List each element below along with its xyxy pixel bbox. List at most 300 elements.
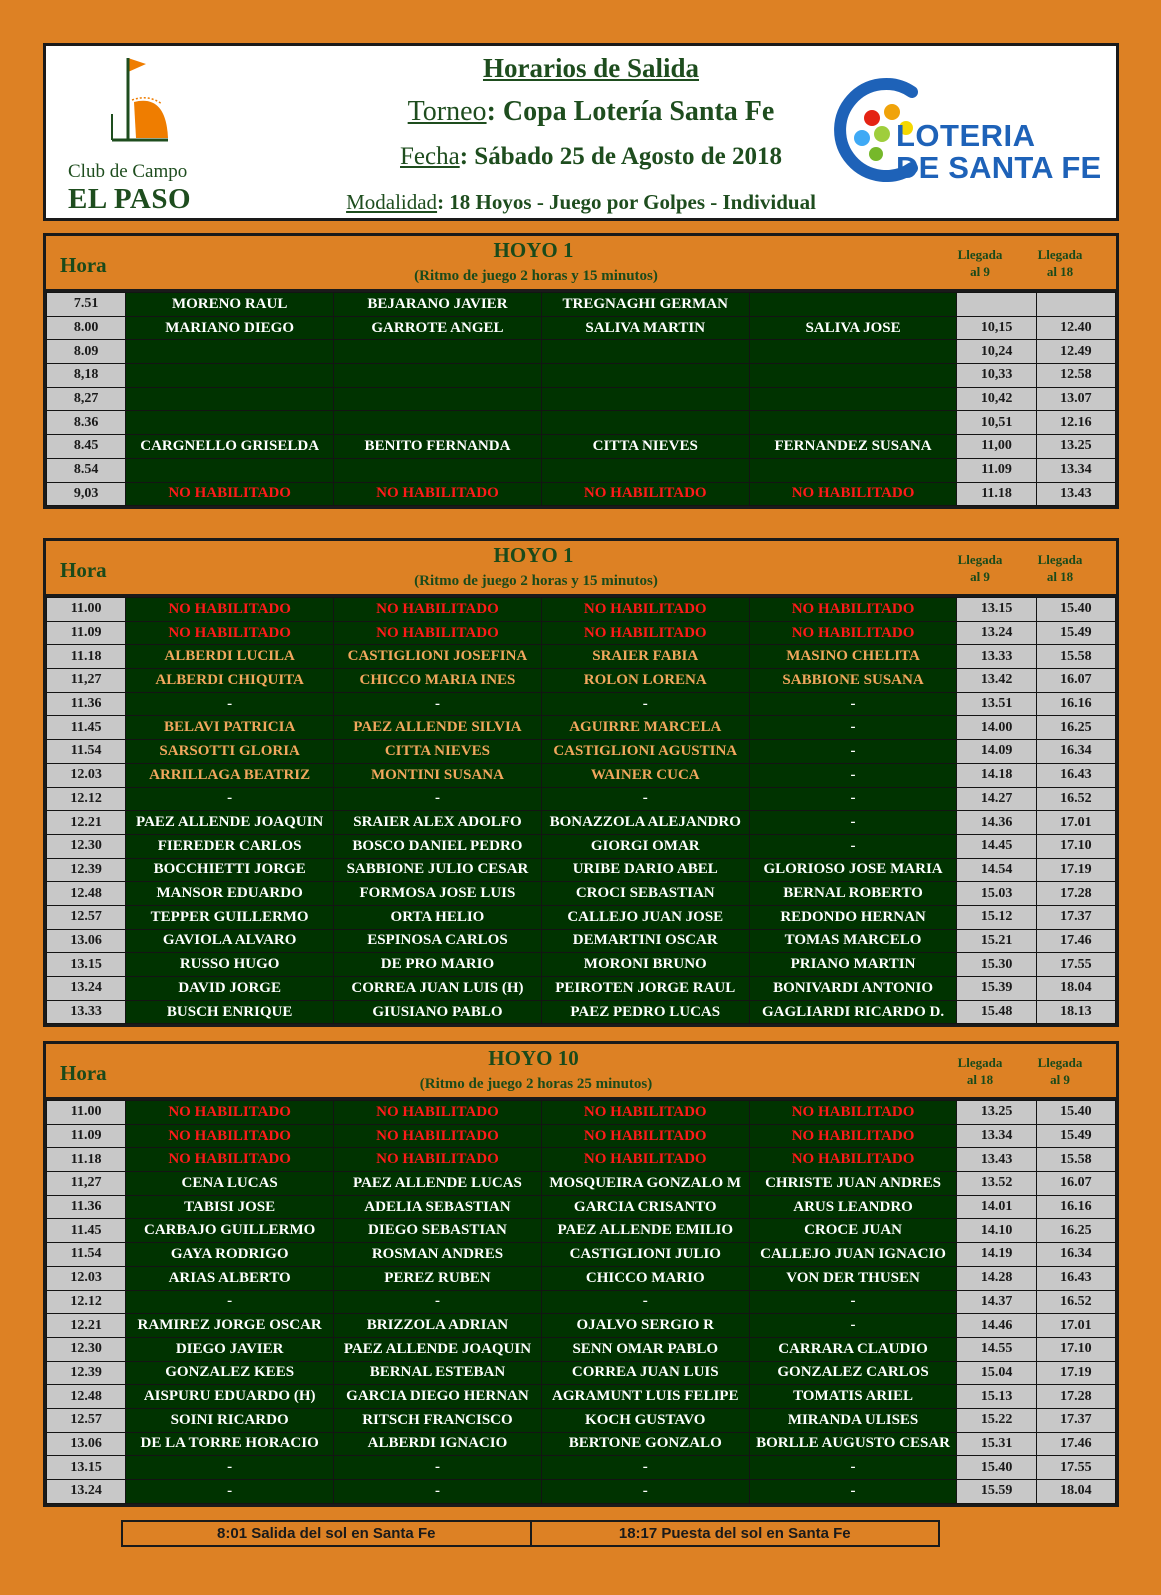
- club-name: Club de Campo: [68, 161, 188, 182]
- player-cell: NO HABILITADO: [541, 482, 749, 506]
- table-row: [47, 1148, 1116, 1172]
- tee-time-cell: 12.48: [47, 1385, 126, 1409]
- player-cell: NO HABILITADO: [749, 1101, 957, 1125]
- player-cell: -: [749, 692, 957, 716]
- table-row: [47, 387, 1116, 411]
- tee-time-cell: 12.39: [47, 858, 126, 882]
- table-row: [47, 953, 1116, 977]
- player-cell: RITSCH FRANCISCO: [334, 1408, 542, 1432]
- arrival-time-cell: 15.40: [957, 1456, 1036, 1480]
- player-cell: CARRARA CLAUDIO: [749, 1337, 957, 1361]
- player-cell: AGRAMUNT LUIS FELIPE: [541, 1385, 749, 1409]
- table-row: [47, 1337, 1116, 1361]
- arrival-time-cell: 16.07: [1036, 1172, 1115, 1196]
- arrival-col-header: Llegada al 18: [1037, 247, 1083, 279]
- player-cell: NO HABILITADO: [749, 621, 957, 645]
- player-cell: -: [126, 692, 334, 716]
- arrival-time-cell: 10,24: [957, 340, 1036, 364]
- arrival-col-header: Llegada al 9: [957, 247, 1003, 279]
- player-cell: -: [749, 1456, 957, 1480]
- player-cell: BONIVARDI ANTONIO: [749, 977, 957, 1001]
- arrival-time-cell: 16.07: [1036, 669, 1115, 693]
- player-cell: -: [126, 1480, 334, 1504]
- arrival-time-cell: 16.43: [1036, 763, 1115, 787]
- table-row: [47, 1195, 1116, 1219]
- player-cell: FORMOSA JOSE LUIS: [334, 882, 542, 906]
- arrival-time-cell: 17.46: [1036, 929, 1115, 953]
- table-row: [47, 645, 1116, 669]
- player-cell: NO HABILITADO: [334, 621, 542, 645]
- torneo-label: Torneo: [407, 96, 487, 127]
- player-cell: CROCI SEBASTIAN: [541, 882, 749, 906]
- player-cell: ADELIA SEBASTIAN: [334, 1195, 542, 1219]
- player-cell: AISPURU EDUARDO (H): [126, 1385, 334, 1409]
- arrival-time-cell: 16.34: [1036, 740, 1115, 764]
- player-cell: ALBERDI IGNACIO: [334, 1432, 542, 1456]
- tee-time-cell: 13.06: [47, 929, 126, 953]
- arrival-time-cell: 10,15: [957, 316, 1036, 340]
- arrival-time-cell: 15.12: [957, 905, 1036, 929]
- table-row: [47, 1266, 1116, 1290]
- tee-time-cell: 12.12: [47, 787, 126, 811]
- fecha-line: [346, 143, 836, 171]
- tee-time-cell: 11.45: [47, 716, 126, 740]
- table-row: [47, 1480, 1116, 1504]
- player-cell: -: [749, 1290, 957, 1314]
- arrival-time-cell: 15.49: [1036, 621, 1115, 645]
- player-cell: GARROTE ANGEL: [334, 316, 542, 340]
- table-row: [47, 669, 1116, 693]
- sponsor-name-line2: DE SANTA FE: [896, 150, 1102, 185]
- hoyo-title: HOYO 1: [493, 238, 574, 262]
- player-cell: CALLEJO JUAN JOSE: [541, 905, 749, 929]
- player-cell: URIBE DARIO ABEL: [541, 858, 749, 882]
- tee-time-cell: 12.57: [47, 1408, 126, 1432]
- arrival-time-cell: 17.10: [1036, 834, 1115, 858]
- tee-section-hoyo-10: [43, 1041, 1119, 1507]
- player-cell: MANSOR EDUARDO: [126, 882, 334, 906]
- player-cell: PAEZ ALLENDE SILVIA: [334, 716, 542, 740]
- sunset-text: 18:17 Puesta del sol en Santa Fe: [618, 1525, 851, 1542]
- player-cell: PRIANO MARTIN: [749, 953, 957, 977]
- player-cell: NO HABILITADO: [126, 621, 334, 645]
- player-cell: SRAIER FABIA: [541, 645, 749, 669]
- player-cell: BUSCH ENRIQUE: [126, 1000, 334, 1024]
- tee-time-cell: 9,03: [47, 482, 126, 506]
- arrival-time-cell: 15.04: [957, 1361, 1036, 1385]
- player-cell: [749, 411, 957, 435]
- arrival-time-cell: 14.37: [957, 1290, 1036, 1314]
- player-cell: NO HABILITADO: [334, 482, 542, 506]
- player-cell: [126, 387, 334, 411]
- arrival-time-cell: 13.25: [957, 1101, 1036, 1125]
- player-cell: GIORGI OMAR: [541, 834, 749, 858]
- arrival-time-cell: 17.01: [1036, 1314, 1115, 1338]
- player-cell: AGUIRRE MARCELA: [541, 716, 749, 740]
- player-cell: -: [334, 1480, 542, 1504]
- player-cell: OJALVO SERGIO R: [541, 1314, 749, 1338]
- table-row: [47, 293, 1116, 317]
- player-cell: NO HABILITADO: [749, 598, 957, 622]
- table-row: [47, 458, 1116, 482]
- table-row: [47, 364, 1116, 388]
- player-cell: NO HABILITADO: [749, 1148, 957, 1172]
- player-cell: SOINI RICARDO: [126, 1408, 334, 1432]
- arrival-time-cell: 13.07: [1036, 387, 1115, 411]
- player-cell: ARIAS ALBERTO: [126, 1266, 334, 1290]
- player-cell: [334, 340, 542, 364]
- player-cell: CORREA JUAN LUIS: [541, 1361, 749, 1385]
- arrival-time-cell: 13.43: [957, 1148, 1036, 1172]
- tee-time-cell: 12.57: [47, 905, 126, 929]
- player-cell: NO HABILITADO: [334, 598, 542, 622]
- table-row: [47, 1124, 1116, 1148]
- arrival-time-cell: 14.55: [957, 1337, 1036, 1361]
- arrival-time-cell: 16.52: [1036, 1290, 1115, 1314]
- player-cell: [126, 411, 334, 435]
- arrival-time-cell: 15.58: [1036, 1148, 1115, 1172]
- player-cell: ORTA HELIO: [334, 905, 542, 929]
- tee-time-cell: 11.36: [47, 1195, 126, 1219]
- player-cell: SARSOTTI GLORIA: [126, 740, 334, 764]
- table-row: [47, 1243, 1116, 1267]
- player-cell: [541, 458, 749, 482]
- player-cell: [749, 364, 957, 388]
- page-title: Horarios de Salida: [482, 53, 699, 83]
- player-cell: WAINER CUCA: [541, 763, 749, 787]
- arrival-time-cell: 18.13: [1036, 1000, 1115, 1024]
- player-cell: NO HABILITADO: [334, 1148, 542, 1172]
- player-cell: [749, 458, 957, 482]
- arrival-time-cell: 14.54: [957, 858, 1036, 882]
- table-row: [47, 1432, 1116, 1456]
- arrival-time-cell: 13.42: [957, 669, 1036, 693]
- player-cell: [749, 387, 957, 411]
- player-cell: [749, 293, 957, 317]
- sponsor-name: LOTERIA: [896, 118, 1036, 153]
- pace-subtitle: (Ritmo de juego 2 horas 25 minutos): [419, 1076, 653, 1092]
- table-row: [47, 1000, 1116, 1024]
- player-cell: ALBERDI CHIQUITA: [126, 669, 334, 693]
- player-cell: -: [334, 1290, 542, 1314]
- arrival-time-cell: 14.01: [957, 1195, 1036, 1219]
- arrival-time-cell: 15.13: [957, 1385, 1036, 1409]
- arrival-time-cell: 14.19: [957, 1243, 1036, 1267]
- player-cell: -: [749, 834, 957, 858]
- table-row: [47, 1456, 1116, 1480]
- player-cell: -: [749, 811, 957, 835]
- hoyo-title: HOYO 10: [488, 1046, 579, 1070]
- player-cell: [541, 364, 749, 388]
- tee-time-cell: 12.48: [47, 882, 126, 906]
- table-row: [47, 716, 1116, 740]
- player-cell: SENN OMAR PABLO: [541, 1337, 749, 1361]
- arrival-time-cell: 13.51: [957, 692, 1036, 716]
- arrival-time-cell: 11.09: [957, 458, 1036, 482]
- player-cell: ALBERDI LUCILA: [126, 645, 334, 669]
- player-cell: PAEZ ALLENDE EMILIO: [541, 1219, 749, 1243]
- table-row: [47, 834, 1116, 858]
- arrival-time-cell: 16.43: [1036, 1266, 1115, 1290]
- player-cell: -: [334, 1456, 542, 1480]
- player-cell: ARUS LEANDRO: [749, 1195, 957, 1219]
- arrival-time-cell: 17.55: [1036, 953, 1115, 977]
- player-cell: CORREA JUAN LUIS (H): [334, 977, 542, 1001]
- player-cell: TOMATIS ARIEL: [749, 1385, 957, 1409]
- player-cell: GIUSIANO PABLO: [334, 1000, 542, 1024]
- player-cell: CARGNELLO GRISELDA: [126, 435, 334, 459]
- tee-time-cell: 12.21: [47, 1314, 126, 1338]
- table-row: [47, 1219, 1116, 1243]
- arrival-time-cell: 16.25: [1036, 1219, 1115, 1243]
- table-row: [47, 1385, 1116, 1409]
- arrival-time-cell: 15.49: [1036, 1124, 1115, 1148]
- player-cell: PEREZ RUBEN: [334, 1266, 542, 1290]
- tee-section-hoyo-1-afternoon: [43, 538, 1119, 1027]
- player-cell: GONZALEZ CARLOS: [749, 1361, 957, 1385]
- player-cell: BOSCO DANIEL PEDRO: [334, 834, 542, 858]
- arrival-time-cell: 18.04: [1036, 1480, 1115, 1504]
- arrival-time-cell: 11,00: [957, 435, 1036, 459]
- arrival-time-cell: 12.40: [1036, 316, 1115, 340]
- player-cell: CASTIGLIONI JOSEFINA: [334, 645, 542, 669]
- arrival-time-cell: 11.18: [957, 482, 1036, 506]
- player-cell: FIEREDER CARLOS: [126, 834, 334, 858]
- player-cell: SRAIER ALEX ADOLFO: [334, 811, 542, 835]
- player-cell: NO HABILITADO: [541, 1124, 749, 1148]
- player-cell: TABISI JOSE: [126, 1195, 334, 1219]
- tee-section-hoyo-1-morning: [43, 233, 1119, 509]
- table-row: [47, 740, 1116, 764]
- tee-time-cell: 11.18: [47, 645, 126, 669]
- club-name-large: EL PASO: [68, 183, 192, 215]
- arrival-time-cell: 13.52: [957, 1172, 1036, 1196]
- arrival-time-cell: 14.45: [957, 834, 1036, 858]
- tee-time-cell: 12.39: [47, 1361, 126, 1385]
- tee-time-cell: 11.18: [47, 1148, 126, 1172]
- arrival-time-cell: 17.10: [1036, 1337, 1115, 1361]
- player-cell: SALIVA JOSE: [749, 316, 957, 340]
- table-row: [47, 340, 1116, 364]
- table-row: [47, 882, 1116, 906]
- player-cell: CALLEJO JUAN IGNACIO: [749, 1243, 957, 1267]
- player-cell: ROLON LORENA: [541, 669, 749, 693]
- arrival-col-header: Llegada al 18: [1037, 552, 1083, 584]
- player-cell: CASTIGLIONI AGUSTINA: [541, 740, 749, 764]
- arrival-col-header: Llegada al 18: [957, 1055, 1003, 1087]
- player-cell: DIEGO SEBASTIAN: [334, 1219, 542, 1243]
- player-cell: [334, 458, 542, 482]
- player-cell: -: [541, 1456, 749, 1480]
- tee-time-cell: 11,27: [47, 1172, 126, 1196]
- pace-subtitle: (Ritmo de juego 2 horas y 15 minutos): [414, 268, 658, 284]
- tee-time-cell: 12.21: [47, 811, 126, 835]
- table-row: [47, 811, 1116, 835]
- player-cell: BOCCHIETTI JORGE: [126, 858, 334, 882]
- fecha-label: Fecha: [400, 143, 460, 170]
- player-cell: RAMIREZ JORGE OSCAR: [126, 1314, 334, 1338]
- table-row: [47, 929, 1116, 953]
- player-cell: RUSSO HUGO: [126, 953, 334, 977]
- table-row: [47, 1101, 1116, 1125]
- modalidad-line: [316, 190, 846, 215]
- arrival-time-cell: 15.48: [957, 1000, 1036, 1024]
- tee-time-cell: 8.45: [47, 435, 126, 459]
- arrival-time-cell: 17.46: [1036, 1432, 1115, 1456]
- player-cell: NO HABILITADO: [749, 1124, 957, 1148]
- player-cell: -: [749, 1314, 957, 1338]
- player-cell: GONZALEZ KEES: [126, 1361, 334, 1385]
- arrival-time-cell: 17.01: [1036, 811, 1115, 835]
- player-cell: VON DER THUSEN: [749, 1266, 957, 1290]
- arrival-time-cell: 13.24: [957, 621, 1036, 645]
- tee-time-cell: 13.24: [47, 977, 126, 1001]
- player-cell: CASTIGLIONI JULIO: [541, 1243, 749, 1267]
- player-cell: CHICCO MARIA INES: [334, 669, 542, 693]
- arrival-time-cell: 15.58: [1036, 645, 1115, 669]
- player-cell: CARBAJO GUILLERMO: [126, 1219, 334, 1243]
- player-cell: [541, 387, 749, 411]
- player-cell: FERNANDEZ SUSANA: [749, 435, 957, 459]
- tee-time-cell: 13.15: [47, 1456, 126, 1480]
- tee-time-cell: 7.51: [47, 293, 126, 317]
- arrival-time-cell: 15.03: [957, 882, 1036, 906]
- player-cell: ROSMAN ANDRES: [334, 1243, 542, 1267]
- player-cell: -: [749, 763, 957, 787]
- arrival-time-cell: 15.40: [1036, 1101, 1115, 1125]
- arrival-col-header: Llegada al 9: [1037, 1055, 1083, 1087]
- table-row: [47, 1408, 1116, 1432]
- arrival-time-cell: 14.36: [957, 811, 1036, 835]
- table-row: [47, 977, 1116, 1001]
- arrival-time-cell: 14.27: [957, 787, 1036, 811]
- arrival-time-cell: 14.10: [957, 1219, 1036, 1243]
- arrival-time-cell: 16.25: [1036, 716, 1115, 740]
- table-row: [47, 763, 1116, 787]
- tee-times-table: [46, 1100, 1116, 1504]
- arrival-time-cell: 17.19: [1036, 1361, 1115, 1385]
- player-cell: TEPPER GUILLERMO: [126, 905, 334, 929]
- hora-header: Hora: [60, 558, 107, 582]
- player-cell: MORONI BRUNO: [541, 953, 749, 977]
- player-cell: MONTINI SUSANA: [334, 763, 542, 787]
- player-cell: BELAVI PATRICIA: [126, 716, 334, 740]
- player-cell: NO HABILITADO: [126, 1124, 334, 1148]
- arrival-time-cell: 10,51: [957, 411, 1036, 435]
- table-row: [47, 1361, 1116, 1385]
- arrival-time-cell: 12.16: [1036, 411, 1115, 435]
- player-cell: DE PRO MARIO: [334, 953, 542, 977]
- player-cell: MOSQUEIRA GONZALO M: [541, 1172, 749, 1196]
- player-cell: -: [749, 1480, 957, 1504]
- player-cell: DIEGO JAVIER: [126, 1337, 334, 1361]
- arrival-time-cell: 14.00: [957, 716, 1036, 740]
- player-cell: [334, 364, 542, 388]
- tee-time-cell: 8.00: [47, 316, 126, 340]
- section-header: [46, 236, 1116, 292]
- arrival-time-cell: 17.28: [1036, 1385, 1115, 1409]
- arrival-time-cell: 13.25: [1036, 435, 1115, 459]
- player-cell: NO HABILITADO: [541, 1148, 749, 1172]
- player-cell: NO HABILITADO: [541, 1101, 749, 1125]
- arrival-time-cell: 16.34: [1036, 1243, 1115, 1267]
- player-cell: DAVID JORGE: [126, 977, 334, 1001]
- player-cell: BORLLE AUGUSTO CESAR: [749, 1432, 957, 1456]
- player-cell: DEMARTINI OSCAR: [541, 929, 749, 953]
- player-cell: BEJARANO JAVIER: [334, 293, 542, 317]
- player-cell: NO HABILITADO: [334, 1101, 542, 1125]
- player-cell: NO HABILITADO: [749, 482, 957, 506]
- table-row: [47, 598, 1116, 622]
- arrival-time-cell: 16.16: [1036, 1195, 1115, 1219]
- table-row: [47, 692, 1116, 716]
- table-row: [47, 905, 1116, 929]
- player-cell: ARRILLAGA BEATRIZ: [126, 763, 334, 787]
- player-cell: KOCH GUSTAVO: [541, 1408, 749, 1432]
- tee-time-cell: 11.45: [47, 1219, 126, 1243]
- player-cell: SALIVA MARTIN: [541, 316, 749, 340]
- arrival-time-cell: 13.34: [1036, 458, 1115, 482]
- arrival-time-cell: 18.04: [1036, 977, 1115, 1001]
- arrival-time-cell: 17.37: [1036, 905, 1115, 929]
- player-cell: CITTA NIEVES: [541, 435, 749, 459]
- player-cell: GAGLIARDI RICARDO D.: [749, 1000, 957, 1024]
- player-cell: [541, 411, 749, 435]
- modalidad-label: Modalidad: [346, 190, 438, 214]
- player-cell: NO HABILITADO: [126, 1148, 334, 1172]
- arrival-time-cell: 17.55: [1036, 1456, 1115, 1480]
- table-row: [47, 787, 1116, 811]
- tee-time-cell: 8,18: [47, 364, 126, 388]
- player-cell: [334, 411, 542, 435]
- tee-time-cell: 11.54: [47, 1243, 126, 1267]
- arrival-time-cell: 16.52: [1036, 787, 1115, 811]
- player-cell: CITTA NIEVES: [334, 740, 542, 764]
- player-cell: TOMAS MARCELO: [749, 929, 957, 953]
- table-row: [47, 1290, 1116, 1314]
- player-cell: PEIROTEN JORGE RAUL: [541, 977, 749, 1001]
- player-cell: GAYA RODRIGO: [126, 1243, 334, 1267]
- tee-time-cell: 12.12: [47, 1290, 126, 1314]
- tee-time-cell: 12.30: [47, 1337, 126, 1361]
- arrival-time-cell: [957, 293, 1036, 317]
- player-cell: CHICCO MARIO: [541, 1266, 749, 1290]
- torneo-line: [346, 96, 836, 128]
- tee-time-cell: 8.36: [47, 411, 126, 435]
- hoyo-title: HOYO 1: [493, 543, 574, 567]
- player-cell: PAEZ ALLENDE LUCAS: [334, 1172, 542, 1196]
- player-cell: NO HABILITADO: [541, 598, 749, 622]
- arrival-time-cell: 14.09: [957, 740, 1036, 764]
- arrival-time-cell: 15.22: [957, 1408, 1036, 1432]
- player-cell: -: [541, 692, 749, 716]
- arrival-time-cell: [1036, 293, 1115, 317]
- player-cell: -: [749, 787, 957, 811]
- hora-header: Hora: [60, 253, 107, 277]
- arrival-time-cell: 17.28: [1036, 882, 1115, 906]
- player-cell: NO HABILITADO: [126, 1101, 334, 1125]
- tee-time-cell: 11.00: [47, 598, 126, 622]
- arrival-time-cell: 13.33: [957, 645, 1036, 669]
- player-cell: CHRISTE JUAN ANDRES: [749, 1172, 957, 1196]
- arrival-time-cell: 15.31: [957, 1432, 1036, 1456]
- hora-header: Hora: [60, 1061, 107, 1085]
- sun-times-footer: [121, 1520, 940, 1547]
- player-cell: -: [749, 716, 957, 740]
- player-cell: -: [126, 1456, 334, 1480]
- arrival-time-cell: 15.39: [957, 977, 1036, 1001]
- tee-time-cell: 11.09: [47, 621, 126, 645]
